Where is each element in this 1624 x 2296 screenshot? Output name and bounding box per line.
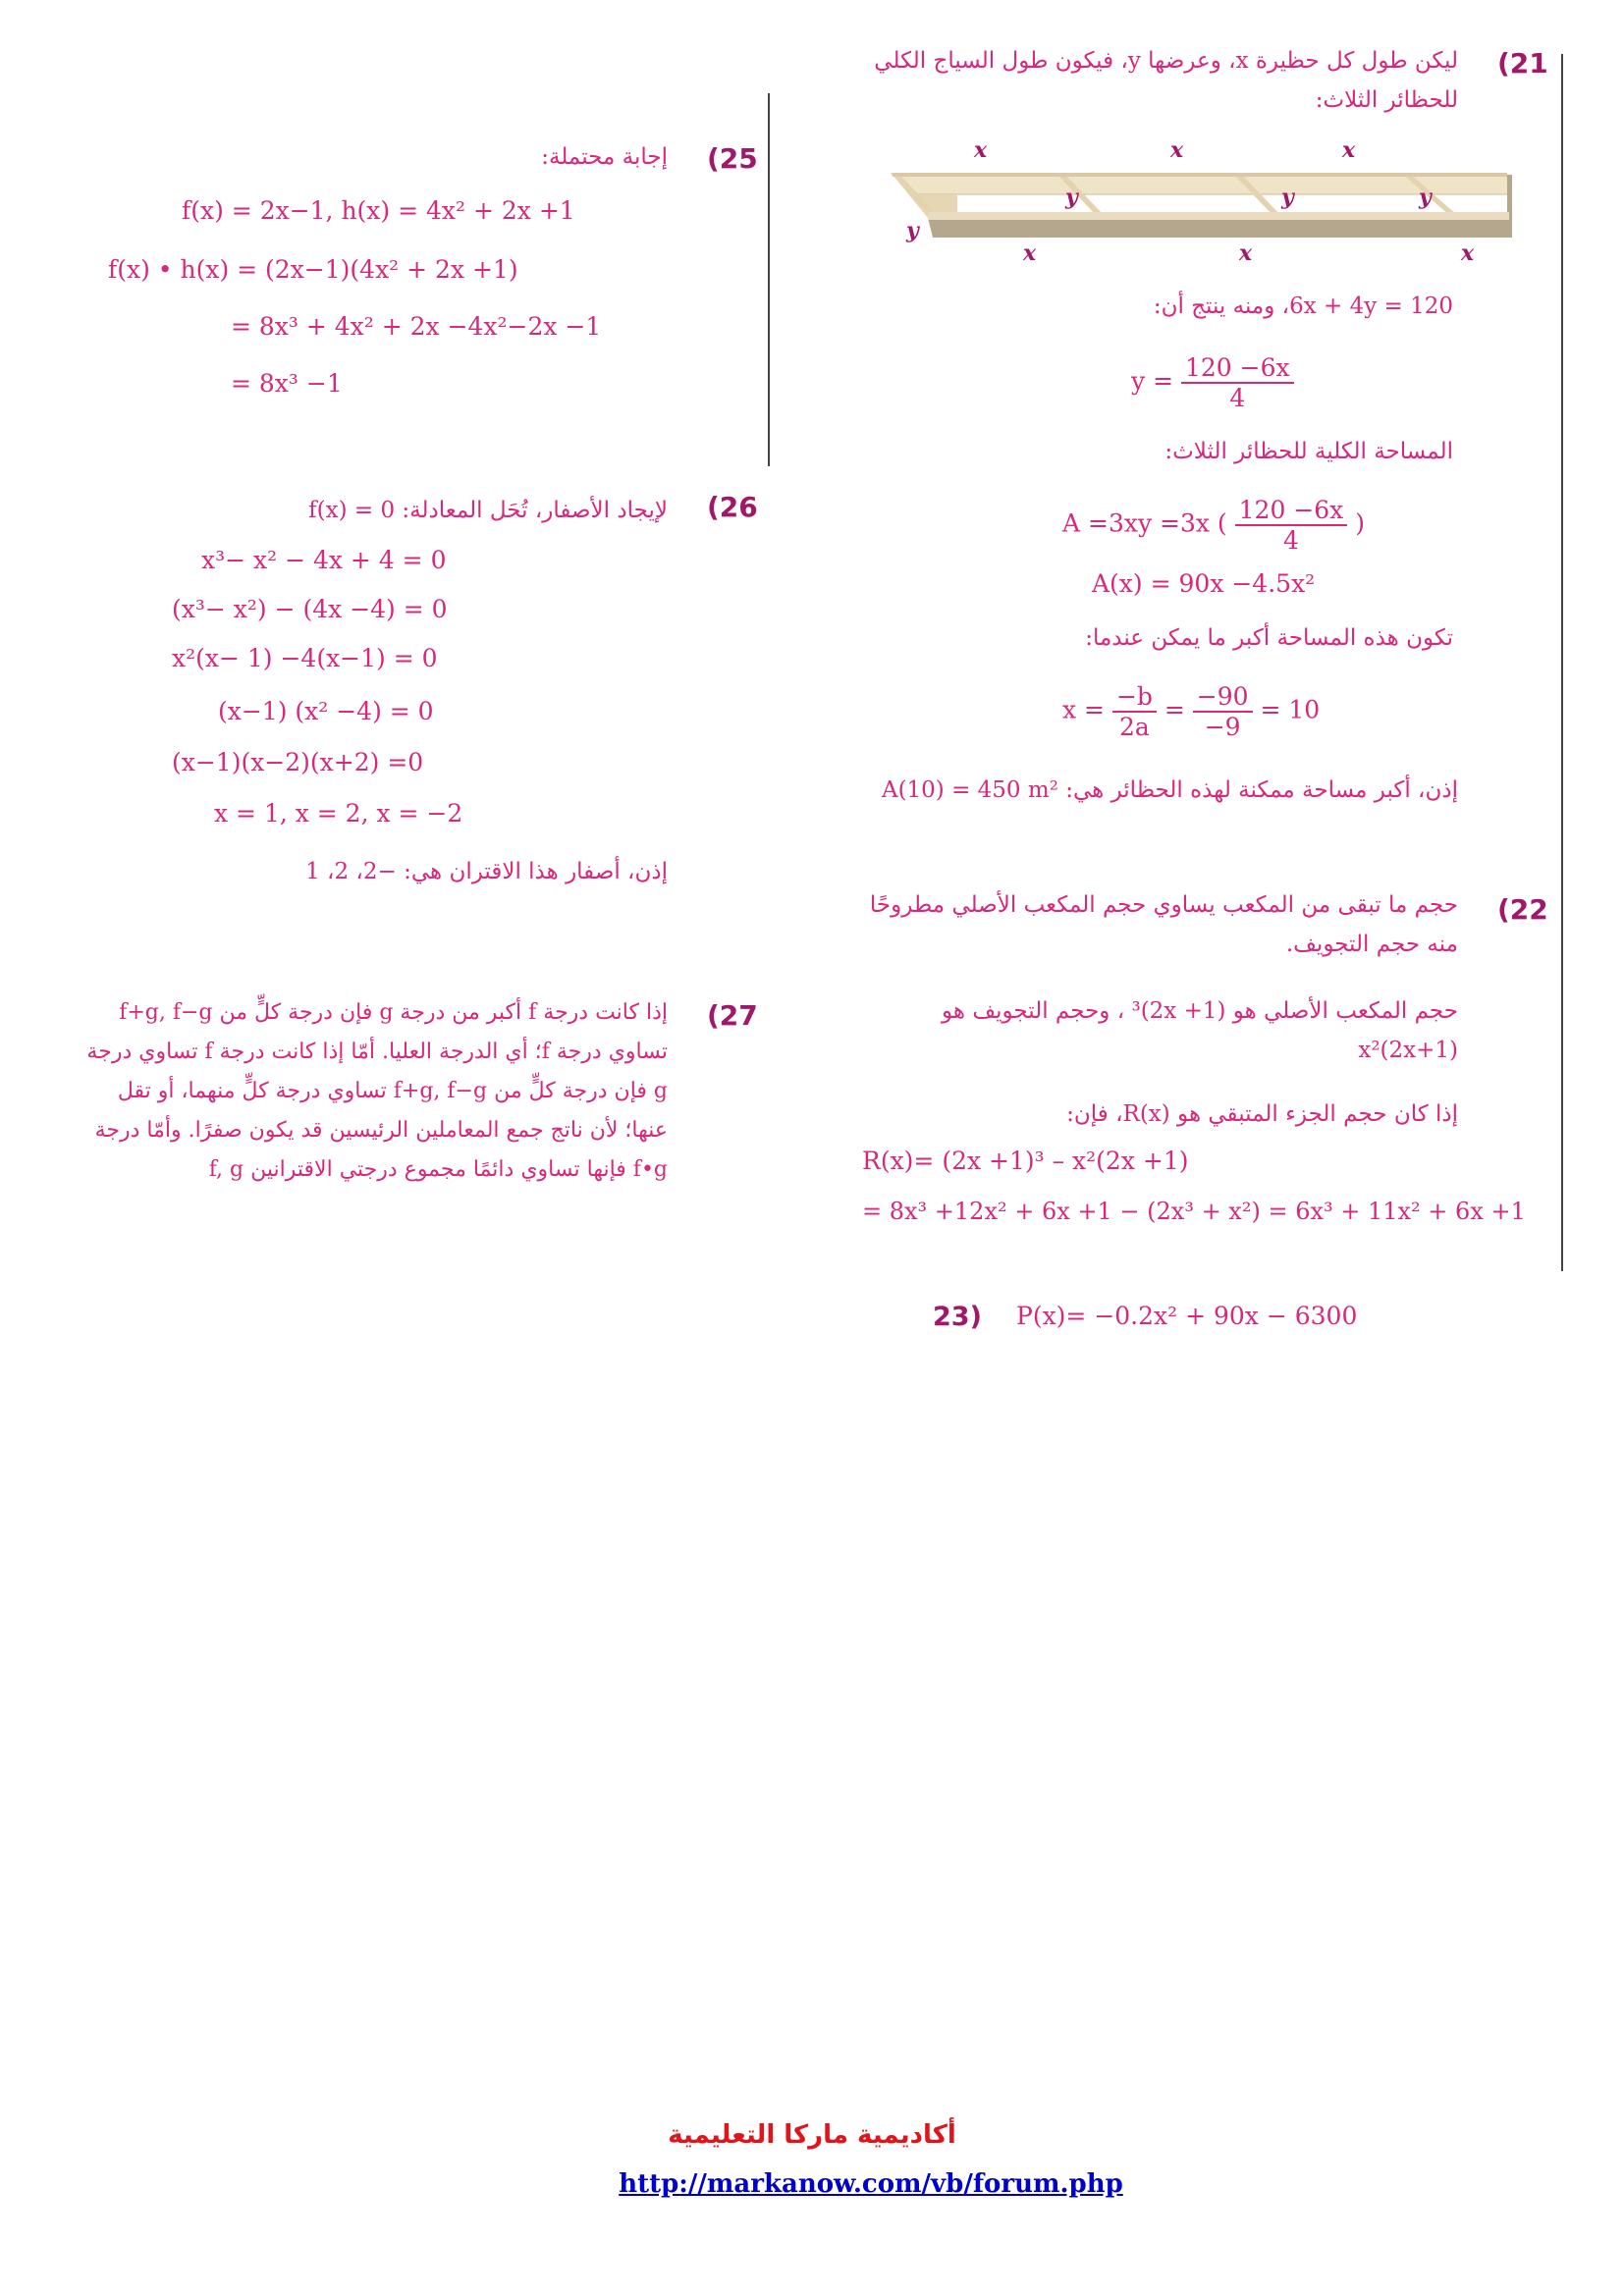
q22-text-2: حجم المكعب الأصلي هو (2x +1)³ ، وحجم التجويف هو x²(2x+1) [942,998,1458,1063]
q27-number: (27 [707,999,758,1032]
q21-x-result: = 10 [1260,695,1321,724]
q21-max-text: تكون هذه المساحة أكبر ما يمكن عندما: [1085,625,1453,651]
q22-equation-1: R(x)= (2x +1)³ – x²(2x +1) [862,1147,1189,1175]
q21-label-x-top-3: x [1342,137,1356,163]
q26-intro: لإيجاد الأصفار، تُحَل المعادلة: f(x) = 0 [308,498,668,523]
q21-x-fraction-1 [1112,682,1157,741]
q21-label-x-top-2: x [1170,137,1184,163]
q22-equation-2: = 8x³ +12x² + 6x +1 − (2x³ + x²) = 6x³ + 11x² + 6x +1 [862,1198,1526,1225]
q21-x-numerator-2: −90 [1193,682,1253,713]
q21-label-x-bottom-3: x [1461,240,1475,266]
q26-equation-1: x³− x² − 4x + 4 = 0 [201,546,447,574]
q21-label-x-top-1: x [974,137,988,163]
q21-label-y-1: y [1065,185,1078,210]
q21-y-expression [1131,353,1294,412]
q26-equation-4: (x−1) (x² −4) = 0 [218,697,434,725]
q21-label-x-bottom-1: x [1023,240,1037,266]
q21-label-y-left: y [906,218,919,243]
q22-text-1: حجم ما تبقى من المكعب يساوي حجم المكعب الأصلي مطروحًا منه حجم التجويف. [869,892,1458,957]
q21-label-y-2: y [1281,185,1294,210]
q21-area-function: A(x) = 90x −4.5x² [1092,569,1316,598]
q23-equation: P(x)= −0.2x² + 90x − 6300 [1016,1302,1358,1330]
q25-equation-3: = 8x³ + 4x² + 2x −4x²−2x −1 [231,312,602,341]
q21-area-text: المساحة الكلية للحظائر الثلاث: [1164,439,1453,464]
q21-y-lhs: y = [1131,366,1174,396]
q27-text: إذا كانت درجة f أكبر من درجة g فإن درجة كلٍّ من f+g, f−g تساوي درجة f؛ أي الدرجة العليا. أمّا إذا كانت درجة f تساوي درجة g فإن درجة كلٍّ من f+g, f−g تساوي درجة كلٍّ منهما، أو تقل عنها؛ لأن ناتج جمع المعاملين الرئيسين قد يكون صفرًا. وأمّا درجة f•g فإنها تساوي دائمًا مجموع درجتي الاقترانين f, g [86,1000,668,1182]
q21-y-denominator: 4 [1229,384,1246,412]
q26-equation-2: (x³− x²) − (4x −4) = 0 [172,595,448,623]
separator-left-column [768,93,770,466]
q21-conclusion: إذن، أكبر مساحة ممكنة لهذه الحظائر هي: A(10) = 450 m² [881,777,1458,803]
q26-conclusion: إذن، أصفار هذا الاقتران هي: −2، 2، 1 [305,859,668,884]
q21-area-fraction [1235,496,1348,555]
q22-text-3: إذا كان حجم الجزء المتبقي هو R(x)، فإن: [1066,1101,1458,1127]
q21-x-equals: = [1164,695,1185,724]
q25-equation-2: f(x) • h(x) = (2x−1)(4x² + 2x +1) [108,255,518,284]
q25-equation-1: f(x) = 2x−1, h(x) = 4x² + 2x +1 [182,196,575,225]
footer-title: أكاديمية ماركا التعليمية [668,2120,956,2150]
q21-equation-text: 6x + 4y = 120، ومنه ينتج أن: [1153,294,1453,319]
q21-area-denominator: 4 [1283,526,1299,555]
q26-equation-5: (x−1)(x−2)(x+2) =0 [172,748,424,776]
q21-x-expression [1062,682,1320,741]
q21-x-denominator-2: −9 [1204,713,1241,741]
q21-y-numerator: 120 −6x [1181,353,1294,384]
q21-area-lhs: A =3xy =3x ( [1062,508,1227,538]
q21-area-rhs: ) [1355,508,1365,538]
q25-number: (25 [707,142,758,175]
q21-area-expression [1062,496,1365,555]
q25-equation-4: = 8x³ −1 [231,369,343,398]
q21-label-y-3: y [1419,185,1432,210]
q21-x-denominator-1: 2a [1119,713,1150,741]
q21-x-lhs: x = [1062,695,1105,724]
q21-y-fraction [1181,353,1294,412]
q22-number: (22 [1497,893,1548,926]
q26-equation-6: x = 1, x = 2, x = −2 [214,799,463,828]
q21-x-fraction-2 [1193,682,1253,741]
q21-area-numerator: 120 −6x [1235,496,1348,526]
q21-x-numerator-1: −b [1112,682,1157,713]
q23-number: 23) [933,1302,982,1332]
q25-title: إجابة محتملة: [541,144,668,170]
q26-number: (26 [707,491,758,523]
footer-link[interactable]: http://markanow.com/vb/forum.php [619,2169,1123,2199]
q21-intro: ليكن طول كل حظيرة x، وعرضها y، فيكون طول السياج الكلي للحظائر الثلاث: [874,48,1458,113]
q21-label-x-bottom-2: x [1239,240,1253,266]
q21-number: (21 [1497,47,1548,80]
separator-right-edge [1561,54,1563,1271]
q26-equation-3: x²(x− 1) −4(x−1) = 0 [172,644,438,672]
